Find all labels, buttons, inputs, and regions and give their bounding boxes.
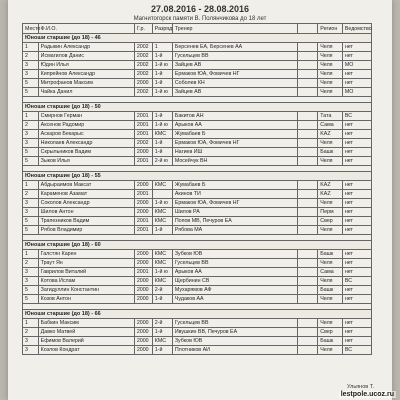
cell-year: 2000: [134, 319, 152, 328]
table-row: [23, 79, 372, 88]
results-body: [23, 34, 372, 355]
col-header-coach: Тренер: [172, 24, 297, 34]
cell-rank: 1-й ю: [152, 88, 172, 97]
table-row: [23, 217, 372, 226]
cell-year: 2000: [134, 148, 152, 157]
cell-rank: КМС: [152, 337, 172, 346]
cell-rank: 1-й: [152, 70, 172, 79]
cell-region: Челя: [318, 199, 343, 208]
cell-dept: нет: [342, 121, 371, 130]
cell-name: Ефимов Валерий: [38, 337, 134, 346]
cell-rank: 1-й: [152, 295, 172, 304]
cell-region: Челя: [318, 277, 343, 286]
cell-region: Челя: [318, 79, 343, 88]
cell-rank: 1-й: [152, 112, 172, 121]
cell-year: 2002: [134, 43, 152, 52]
cell-region: KAZ: [318, 190, 343, 199]
cell-rank: КМС: [152, 259, 172, 268]
col-header-dept: Ведомство: [342, 24, 371, 34]
cell-region: Челя: [318, 346, 343, 355]
cell-region: Свер: [318, 328, 343, 337]
cell-blank: [298, 139, 318, 148]
cell-region: Тата: [318, 112, 343, 121]
cell-coach: Гусельцев ВВ: [172, 52, 297, 61]
cell-blank: [298, 328, 318, 337]
cell-blank: [298, 43, 318, 52]
cell-coach: Бакитов АН: [172, 112, 297, 121]
cell-blank: [298, 130, 318, 139]
cell-blank: [298, 286, 318, 295]
cell-name: Трапезников Вадим: [38, 217, 134, 226]
cell-year: 2001: [134, 112, 152, 121]
table-row: [23, 319, 372, 328]
cell-coach: Зубков ЮВ: [172, 337, 297, 346]
table-row: [23, 208, 372, 217]
cell-region: Челя: [318, 259, 343, 268]
cell-place: 3: [23, 70, 39, 79]
cell-rank: 1-й: [152, 79, 172, 88]
cell-blank: [298, 217, 318, 226]
cell-year: 2000: [134, 337, 152, 346]
cell-region: Челя: [318, 61, 343, 70]
cell-dept: нет: [342, 199, 371, 208]
cell-dept: нет: [342, 130, 371, 139]
cell-name: Абдыраимов Максат: [38, 181, 134, 190]
cell-region: Башк: [318, 250, 343, 259]
cell-dept: нет: [342, 319, 371, 328]
cell-name: Аксенов Радомир: [38, 121, 134, 130]
cell-region: Сама: [318, 121, 343, 130]
cell-year: 2000: [134, 346, 152, 355]
cell-place: 5: [23, 295, 39, 304]
cell-place: 5: [23, 157, 39, 166]
cell-blank: [298, 88, 318, 97]
cell-rank: КМС: [152, 217, 172, 226]
cell-coach: Жумабаев Б: [172, 130, 297, 139]
col-header-blank: [298, 24, 318, 34]
cell-rank: КМС: [152, 181, 172, 190]
cell-coach: Ермаков ЮА, Фомичев НГ: [172, 139, 297, 148]
table-row: [23, 250, 372, 259]
cell-region: Башк: [318, 148, 343, 157]
cell-blank: [298, 121, 318, 130]
cell-year: 2000: [134, 79, 152, 88]
cell-year: 2002: [134, 52, 152, 61]
table-row: [23, 148, 372, 157]
cell-place: 3: [23, 346, 39, 355]
cell-place: 1: [23, 319, 39, 328]
cell-coach: Берсенев ЕА, Берсенев АА: [172, 43, 297, 52]
cell-blank: [298, 250, 318, 259]
cell-year: 2002: [134, 70, 152, 79]
cell-coach: Рябова МА: [172, 226, 297, 235]
signature: Ульянов Т.: [346, 384, 374, 390]
cell-place: 1: [23, 181, 39, 190]
cell-year: 2000: [134, 250, 152, 259]
cell-name: Смирнов Герман: [38, 112, 134, 121]
cell-name: Зыков Илья: [38, 157, 134, 166]
cell-place: 3: [23, 208, 39, 217]
weight-group-title: Юноши старшие (до 18) - 66: [23, 310, 372, 319]
cell-name: Гаврилов Виталий: [38, 268, 134, 277]
cell-place: 3: [23, 337, 39, 346]
cell-name: Траут Ян: [38, 259, 134, 268]
cell-dept: нет: [342, 337, 371, 346]
cell-coach: Попов МВ, Печуров ЕА: [172, 217, 297, 226]
event-dates: 27.08.2016 - 28.08.2016: [150, 4, 250, 14]
cell-place: 1: [23, 43, 39, 52]
table-row: [23, 70, 372, 79]
cell-region: Челя: [318, 52, 343, 61]
weight-group-row: [23, 103, 372, 112]
cell-dept: нет: [342, 43, 371, 52]
table-row: [23, 268, 372, 277]
cell-name: Кипрейнов Александр: [38, 70, 134, 79]
cell-region: Челя: [318, 88, 343, 97]
table-row: [23, 328, 372, 337]
cell-region: Перм: [318, 208, 343, 217]
cell-name: Давко Матвей: [38, 328, 134, 337]
watermark: lestpole.ucoz.ru: [340, 391, 394, 398]
cell-name: Котова Ислам: [38, 277, 134, 286]
cell-region: Башк: [318, 337, 343, 346]
cell-blank: [298, 52, 318, 61]
protocol-header: [8, 0, 392, 22]
table-row: [23, 112, 372, 121]
table-row: [23, 130, 372, 139]
cell-dept: нет: [342, 295, 371, 304]
cell-year: 2000: [134, 328, 152, 337]
cell-coach: Ивушкин ВВ, Печуров ЕА: [172, 328, 297, 337]
weight-group-title: Юноши старшие (до 18) - 50: [23, 103, 372, 112]
cell-place: 5: [23, 79, 39, 88]
cell-coach: Гусельцев ВВ: [172, 319, 297, 328]
cell-rank: 1-й: [152, 148, 172, 157]
cell-place: 5: [23, 217, 39, 226]
cell-dept: нет: [342, 286, 371, 295]
cell-rank: [152, 190, 172, 199]
cell-blank: [298, 112, 318, 121]
table-row: [23, 259, 372, 268]
cell-rank: КМС: [152, 277, 172, 286]
cell-dept: нет: [342, 52, 371, 61]
cell-region: Челя: [318, 295, 343, 304]
cell-blank: [298, 337, 318, 346]
table-row: [23, 277, 372, 286]
cell-blank: [298, 148, 318, 157]
table-row: [23, 226, 372, 235]
weight-group-title: Юноши старшие (до 18) - 60: [23, 241, 372, 250]
cell-blank: [298, 295, 318, 304]
cell-dept: нет: [342, 208, 371, 217]
cell-name: Соколов Александр: [38, 199, 134, 208]
cell-name: Козлов Кондрат: [38, 346, 134, 355]
cell-dept: нет: [342, 190, 371, 199]
col-header-place: Место: [23, 24, 39, 34]
cell-dept: ВС: [342, 112, 371, 121]
cell-dept: нет: [342, 250, 371, 259]
cell-blank: [298, 319, 318, 328]
cell-rank: 1-й: [152, 328, 172, 337]
table-row: [23, 61, 372, 70]
cell-place: 5: [23, 286, 39, 295]
cell-year: 2000: [134, 286, 152, 295]
cell-place: 5: [23, 226, 39, 235]
cell-year: 2001: [134, 268, 152, 277]
cell-name: Бабкин Максим: [38, 319, 134, 328]
cell-year: 2001: [134, 226, 152, 235]
cell-year: 2000: [134, 277, 152, 286]
cell-year: 2001: [134, 121, 152, 130]
cell-dept: нет: [342, 259, 371, 268]
table-row: [23, 43, 372, 52]
cell-dept: нет: [342, 226, 371, 235]
cell-coach: Мухарямов АФ: [172, 286, 297, 295]
cell-coach: Мосейчук ВН: [172, 157, 297, 166]
cell-coach: Шилов РА: [172, 208, 297, 217]
cell-place: 3: [23, 199, 39, 208]
table-row: [23, 157, 372, 166]
cell-coach: Плотников АИ: [172, 346, 297, 355]
cell-name: Шилов Антон: [38, 208, 134, 217]
cell-coach: Нагиев ИШ: [172, 148, 297, 157]
cell-place: 2: [23, 52, 39, 61]
cell-place: 3: [23, 139, 39, 148]
cell-name: Митрофанов Максим: [38, 79, 134, 88]
cell-year: 2001: [134, 157, 152, 166]
cell-dept: МО: [342, 88, 371, 97]
cell-rank: 1-й ю: [152, 61, 172, 70]
cell-place: 5: [23, 148, 39, 157]
cell-year: 2002: [134, 88, 152, 97]
cell-blank: [298, 157, 318, 166]
cell-blank: [298, 79, 318, 88]
cell-dept: нет: [342, 328, 371, 337]
cell-region: Челя: [318, 43, 343, 52]
cell-region: Башк: [318, 286, 343, 295]
cell-coach: Гусельцев ВВ: [172, 259, 297, 268]
cell-rank: 1-й: [152, 226, 172, 235]
cell-place: 3: [23, 277, 39, 286]
col-header-name: Ф.И.О.: [38, 24, 134, 34]
cell-rank: 1-й ю: [152, 268, 172, 277]
cell-rank: 1-й ю: [152, 121, 172, 130]
cell-blank: [298, 61, 318, 70]
cell-year: 2000: [134, 259, 152, 268]
cell-place: 1: [23, 112, 39, 121]
cell-place: 1: [23, 250, 39, 259]
cell-rank: 1-й: [152, 139, 172, 148]
cell-coach: Акинов ТИ: [172, 190, 297, 199]
col-header-rank: Разряд: [152, 24, 172, 34]
weight-group-row: [23, 310, 372, 319]
table-row: [23, 337, 372, 346]
table-row: [23, 199, 372, 208]
cell-blank: [298, 226, 318, 235]
cell-year: 2001: [134, 190, 152, 199]
protocol-sheet: [8, 0, 392, 400]
weight-group-row: [23, 34, 372, 43]
cell-name: Юдин Илья: [38, 61, 134, 70]
cell-coach: Арыков АА: [172, 268, 297, 277]
cell-coach: Зайцев АВ: [172, 88, 297, 97]
cell-blank: [298, 208, 318, 217]
cell-name: Рябов Владимир: [38, 226, 134, 235]
cell-region: Сама: [318, 268, 343, 277]
cell-region: Челя: [318, 319, 343, 328]
cell-year: 2001: [134, 217, 152, 226]
cell-coach: Зайцев АВ: [172, 61, 297, 70]
cell-dept: нет: [342, 79, 371, 88]
cell-place: 2: [23, 259, 39, 268]
cell-rank: 2-й: [152, 319, 172, 328]
weight-group-row: [23, 241, 372, 250]
cell-place: 3: [23, 61, 39, 70]
cell-place: 2: [23, 328, 39, 337]
table-row: [23, 181, 372, 190]
table-row: [23, 121, 372, 130]
cell-blank: [298, 181, 318, 190]
cell-region: Челя: [318, 70, 343, 79]
cell-coach: Чудаков АА: [172, 295, 297, 304]
cell-blank: [298, 199, 318, 208]
cell-place: 2: [23, 121, 39, 130]
table-row: [23, 295, 372, 304]
cell-blank: [298, 277, 318, 286]
cell-blank: [298, 346, 318, 355]
cell-blank: [298, 268, 318, 277]
cell-name: Николаев Александр: [38, 139, 134, 148]
weight-group-title: Юноши старшие (до 18) - 46: [23, 34, 372, 43]
cell-rank: 1-й: [152, 52, 172, 61]
cell-coach: Щербинин СВ: [172, 277, 297, 286]
cell-name: Козов Антон: [38, 295, 134, 304]
cell-coach: Соболев КН: [172, 79, 297, 88]
cell-name: Скрыльников Вадим: [38, 148, 134, 157]
cell-region: Челя: [318, 157, 343, 166]
cell-rank: КМС: [152, 250, 172, 259]
cell-blank: [298, 259, 318, 268]
results-table: [22, 23, 372, 355]
cell-name: Радыкин Александр: [38, 43, 134, 52]
cell-rank: КМС: [152, 130, 172, 139]
cell-name: Аскаров Бекарыс: [38, 130, 134, 139]
cell-rank: 1-й ю: [152, 199, 172, 208]
table-row: [23, 286, 372, 295]
cell-rank: КМС: [152, 208, 172, 217]
cell-name: Галстян Карен: [38, 250, 134, 259]
cell-year: 2000: [134, 295, 152, 304]
cell-dept: МО: [342, 61, 371, 70]
cell-rank: 1-й: [152, 346, 172, 355]
cell-dept: нет: [342, 268, 371, 277]
cell-year: 2002: [134, 139, 152, 148]
cell-place: 5: [23, 88, 39, 97]
table-header-row: [23, 24, 372, 34]
cell-dept: нет: [342, 70, 371, 79]
cell-place: 2: [23, 190, 39, 199]
weight-group-title: Юноши старшие (до 18) - 55: [23, 172, 372, 181]
cell-region: Челя: [318, 226, 343, 235]
cell-name: Загидуллин Константин: [38, 286, 134, 295]
cell-place: 3: [23, 130, 39, 139]
cell-year: 2000: [134, 199, 152, 208]
cell-year: 2000: [134, 181, 152, 190]
cell-dept: нет: [342, 148, 371, 157]
cell-dept: нет: [342, 139, 371, 148]
cell-region: KAZ: [318, 130, 343, 139]
table-row: [23, 346, 372, 355]
cell-coach: Ермаков ЮА, Фомичев НГ: [172, 70, 297, 79]
table-row: [23, 88, 372, 97]
cell-coach: Ермаков ЮА, Фомичев НГ: [172, 199, 297, 208]
cell-rank: 2-й ю: [152, 157, 172, 166]
col-header-year: Г.р.: [134, 24, 152, 34]
cell-blank: [298, 70, 318, 79]
cell-blank: [298, 190, 318, 199]
table-row: [23, 139, 372, 148]
cell-rank: 2-й: [152, 286, 172, 295]
cell-name: Исмагилов Данис: [38, 52, 134, 61]
cell-coach: Жумабаев Б: [172, 181, 297, 190]
table-row: [23, 190, 372, 199]
cell-coach: Зубков ЮВ: [172, 250, 297, 259]
cell-dept: нет: [342, 157, 371, 166]
cell-year: 2000: [134, 208, 152, 217]
cell-region: Свер: [318, 217, 343, 226]
cell-coach: Арыков АА: [172, 121, 297, 130]
cell-dept: ВС: [342, 277, 371, 286]
weight-group-row: [23, 172, 372, 181]
cell-name: Чайка Данил: [38, 88, 134, 97]
cell-year: 2001: [134, 130, 152, 139]
cell-year: 2002: [134, 61, 152, 70]
event-place: Магнитогорск памяти В. Полянчикова до 18 лет: [133, 16, 267, 22]
cell-dept: ВС: [342, 346, 371, 355]
cell-dept: нет: [342, 181, 371, 190]
cell-region: Челя: [318, 139, 343, 148]
cell-region: KAZ: [318, 181, 343, 190]
table-row: [23, 52, 372, 61]
col-header-region: Регион: [318, 24, 343, 34]
cell-rank: 1: [152, 43, 172, 52]
cell-dept: нет: [342, 217, 371, 226]
cell-name: Караменов Азамат: [38, 190, 134, 199]
cell-place: 3: [23, 268, 39, 277]
